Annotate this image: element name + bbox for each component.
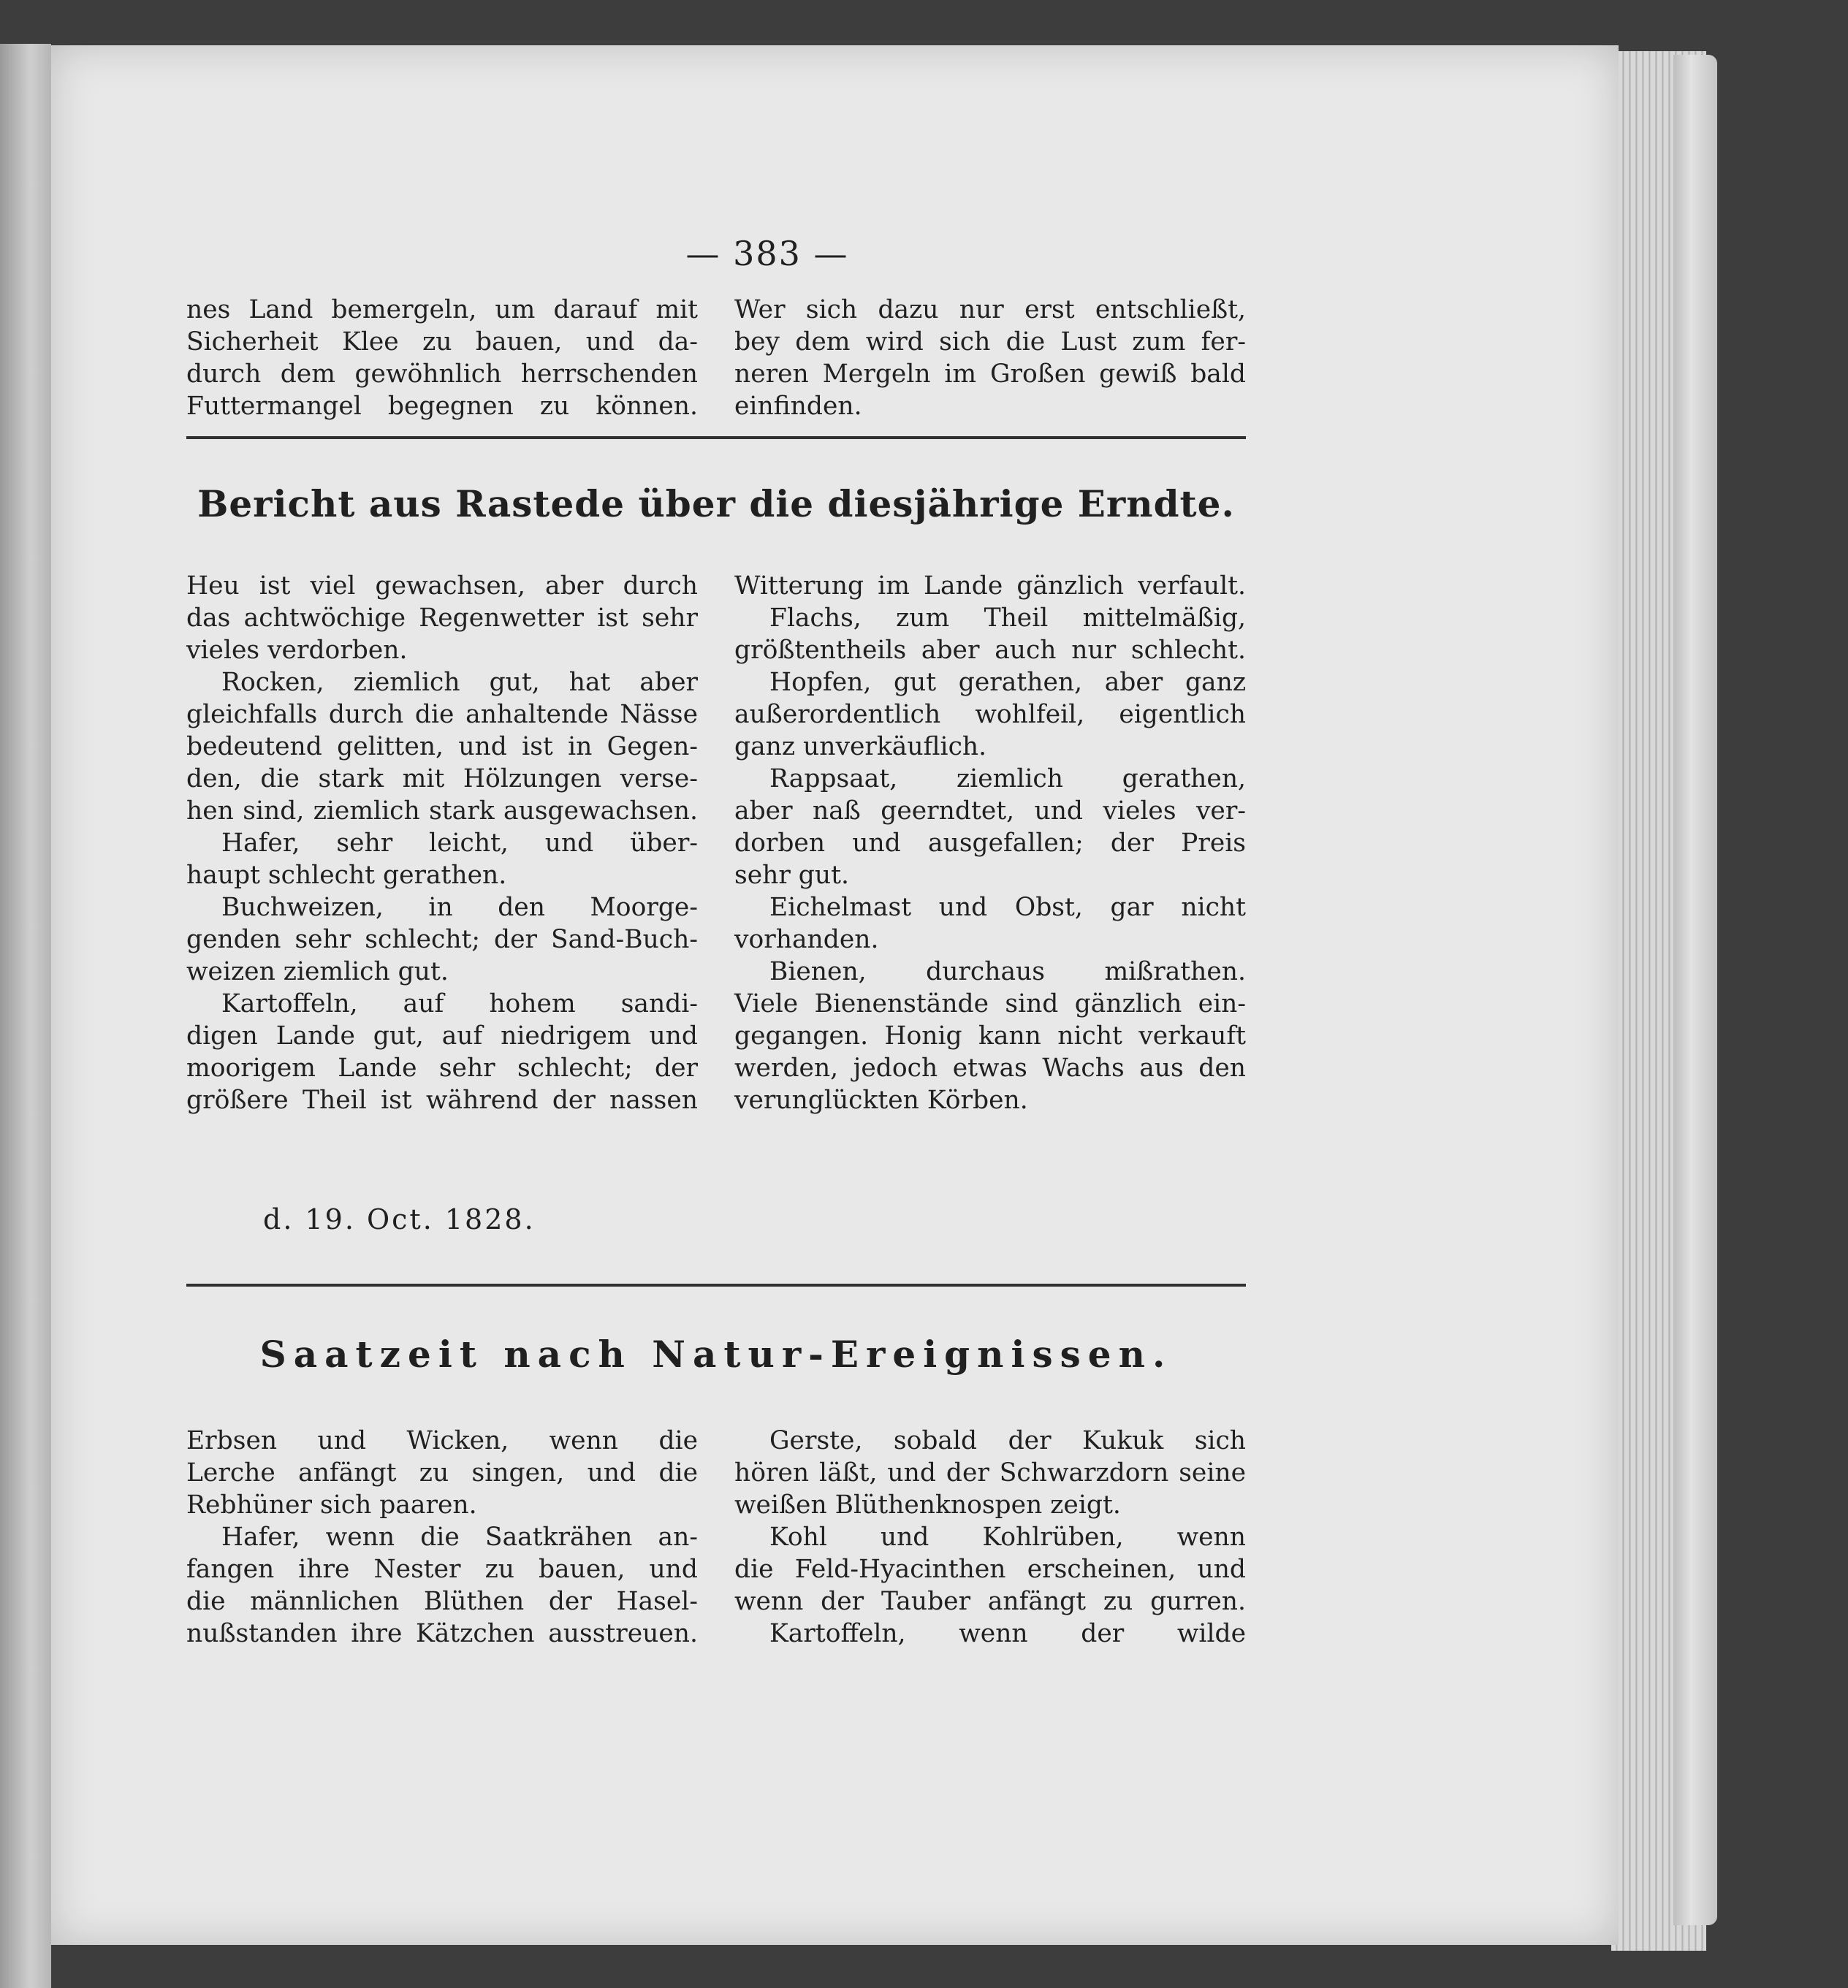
text-line: Lerche anfängt zu singen, und die	[186, 1458, 698, 1488]
text-line: Bienen, durchaus mißrathen.	[769, 957, 1246, 986]
text-line: die Feld-Hyacinthen erscheinen, und	[734, 1555, 1246, 1584]
text-line: sehr gut.	[734, 861, 849, 890]
text-line: Rebhüner sich paaren.	[186, 1490, 477, 1520]
text-line: die männlichen Blüthen der Hasel-	[186, 1587, 698, 1616]
text-line: vorhanden.	[734, 925, 879, 954]
text-line: weizen ziemlich gut.	[186, 957, 449, 986]
text-line: Buchweizen, in den Moorge-	[221, 893, 698, 922]
text-line: Gerste, sobald der Kukuk sich	[769, 1426, 1246, 1455]
saatzeit-left-column	[186, 1425, 698, 1650]
text-line: außerordentlich wohlfeil, eigentlich	[734, 700, 1246, 729]
text-line: haupt schlecht gerathen.	[186, 861, 507, 890]
section-saatzeit-body	[186, 1425, 1246, 1650]
text-line: Sicherheit Klee zu bauen, und da-	[186, 327, 698, 357]
text-line: werden, jedoch etwas Wachs aus den	[734, 1054, 1246, 1083]
text-line: gleichfalls durch die anhaltende Nässe	[186, 700, 698, 729]
text-line: nußstanden ihre Kätzchen ausstreuen.	[186, 1619, 698, 1648]
text-line: Heu ist viel gewachsen, aber durch	[186, 571, 698, 601]
text-line: nes Land bemergeln, um darauf mit	[186, 295, 698, 324]
text-line: gegangen. Honig kann nicht verkauft	[734, 1021, 1246, 1051]
top-continuation	[186, 294, 1246, 422]
text-line: digen Lande gut, auf niedrigem und	[186, 1021, 698, 1051]
text-line: Hafer, wenn die Saatkrähen an-	[221, 1523, 698, 1552]
text-line: vieles verdorben.	[186, 636, 408, 665]
text-line: den, die stark mit Hölzungen verse-	[186, 764, 698, 793]
text-line: Kartoffeln, wenn der wilde	[769, 1619, 1246, 1648]
section-divider	[186, 436, 1246, 439]
section-rastede-body	[186, 570, 1246, 1116]
text-line: ganz unverkäuflich.	[734, 732, 987, 761]
text-line: Flachs, zum Theil mittelmäßig,	[769, 603, 1246, 633]
section-heading-saatzeit: Saatzeit nach Natur-Ereignissen.	[259, 1333, 1173, 1376]
text-line: aber naß geerndtet, und vieles ver-	[734, 796, 1246, 826]
text-line: Erbsen und Wicken, wenn die	[186, 1426, 698, 1455]
text-line: Hafer, sehr leicht, und über-	[221, 829, 698, 858]
page-number: — 383 —	[685, 234, 849, 273]
text-line: hen sind, ziemlich stark ausgewachsen.	[186, 796, 698, 826]
top-right-column	[734, 294, 1246, 422]
rastede-left-column	[186, 570, 698, 1116]
text-line: Hopfen, gut gerathen, aber ganz	[769, 668, 1246, 697]
text-line: Wer sich dazu nur erst entschließt,	[734, 295, 1246, 324]
text-line: fangen ihre Nester zu bauen, und	[186, 1555, 698, 1584]
text-line: bey dem wird sich die Lust zum fer-	[734, 327, 1246, 357]
saatzeit-right-column	[734, 1425, 1246, 1650]
dateline: d. 19. Oct. 1828.	[263, 1203, 536, 1235]
text-line: Witterung im Lande gänzlich verfault.	[734, 571, 1246, 601]
text-line: Rappsaat, ziemlich gerathen,	[769, 764, 1246, 793]
text-line: moorigem Lande sehr schlecht; der	[186, 1054, 698, 1083]
text-line: größere Theil ist während der nassen	[186, 1086, 698, 1115]
text-line: Futtermangel begegnen zu können.	[186, 392, 698, 421]
text-line: einfinden.	[734, 392, 862, 421]
text-line: Eichelmast und Obst, gar nicht	[769, 893, 1246, 922]
text-line: Rocken, ziemlich gut, hat aber	[221, 668, 698, 697]
text-line: bedeutend gelitten, und ist in Gegen-	[186, 732, 698, 761]
text-line: das achtwöchige Regenwetter ist sehr	[186, 603, 698, 633]
page	[51, 45, 1619, 1945]
top-left-column	[186, 294, 698, 422]
section-divider	[186, 1284, 1246, 1287]
text-line: genden sehr schlecht; der Sand-Buch-	[186, 925, 698, 954]
text-line: durch dem gewöhnlich herrschenden	[186, 359, 698, 389]
text-line: weißen Blüthenknospen zeigt.	[734, 1490, 1121, 1520]
text-line: Viele Bienenstände sind gänzlich ein-	[734, 989, 1246, 1018]
section-heading-rastede: Bericht aus Rastede über die diesjährige Erndte.	[197, 482, 1235, 525]
text-line: hören läßt, und der Schwarzdorn seine	[734, 1458, 1246, 1488]
text-line: Kartoffeln, auf hohem sandi-	[221, 989, 698, 1018]
rastede-right-column	[734, 570, 1246, 1116]
text-line: größtentheils aber auch nur schlecht.	[734, 636, 1246, 665]
book-cover-edge	[1673, 55, 1717, 1925]
text-line: neren Mergeln im Großen gewiß bald	[734, 359, 1246, 389]
text-line: verunglückten Körben.	[734, 1086, 1028, 1115]
text-line: Kohl und Kohlrüben, wenn	[769, 1523, 1246, 1552]
left-page-edge	[0, 44, 51, 1988]
text-line: wenn der Tauber anfängt zu gurren.	[734, 1587, 1246, 1616]
text-line: dorben und ausgefallen; der Preis	[734, 829, 1246, 858]
